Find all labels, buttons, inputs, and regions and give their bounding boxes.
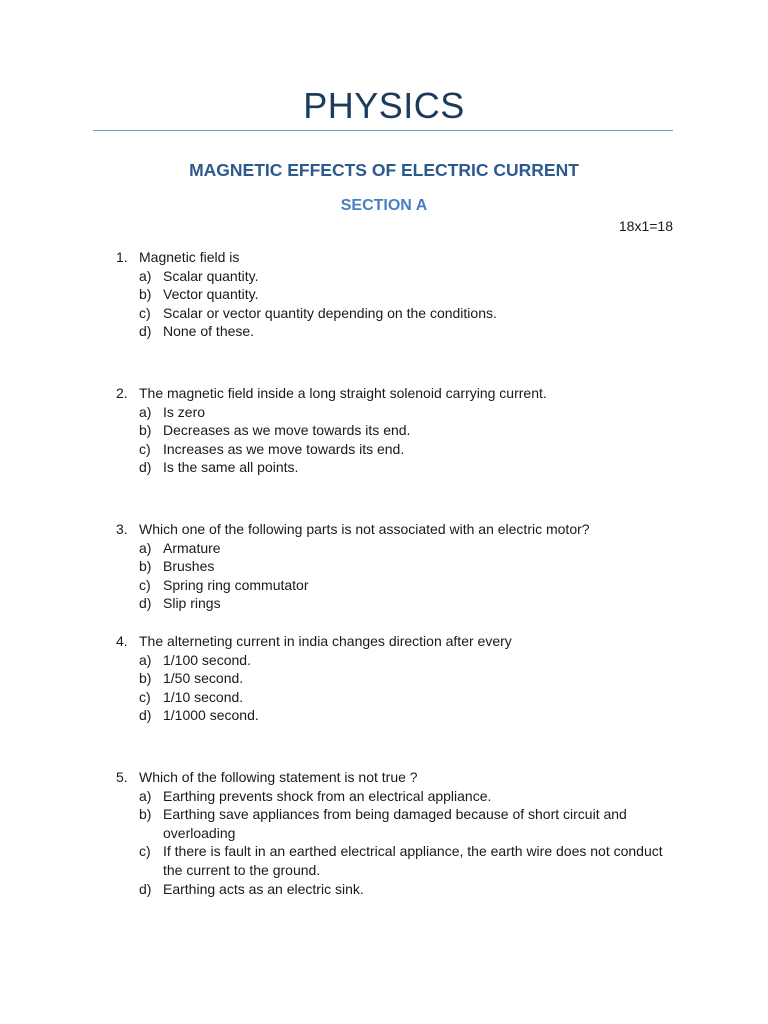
option-letter: c) — [139, 440, 151, 457]
option-letter: d) — [139, 323, 152, 340]
option-text: If there is fault in an earthed electrical appliance, the earth wire does not conduct the current to the ground. — [163, 843, 663, 878]
option-c — [116, 842, 676, 879]
option-letter: b) — [139, 286, 152, 303]
option-text: None of these. — [163, 323, 255, 340]
option-b — [116, 805, 676, 842]
question-2 — [116, 384, 676, 477]
option-letter: c) — [139, 576, 151, 593]
option-text: Spring ring commutator — [163, 576, 309, 593]
question-text: Magnetic field is — [139, 249, 240, 265]
option-a — [116, 651, 676, 670]
question-number: 4. — [116, 633, 128, 649]
option-text: Earthing save appliances from being damaged because of short circuit and overloading — [163, 806, 627, 841]
option-letter: b) — [139, 558, 152, 575]
question-text: The magnetic field inside a long straight solenoid carrying current. — [139, 385, 547, 401]
option-text: 1/50 second. — [163, 670, 244, 687]
option-letter: a) — [139, 539, 152, 556]
option-text: Decreases as we move towards its end. — [163, 422, 411, 439]
option-letter: d) — [139, 707, 152, 724]
option-letter: d) — [139, 459, 152, 476]
option-letter: a) — [139, 403, 152, 420]
option-letter: a) — [139, 651, 152, 668]
option-text: 1/1000 second. — [163, 707, 259, 724]
option-text: Brushes — [163, 558, 215, 575]
option-c — [116, 576, 676, 595]
option-letter: b) — [139, 806, 152, 823]
option-d — [116, 706, 676, 725]
option-letter: c) — [139, 688, 151, 705]
option-text: Earthing prevents shock from an electrical appliance. — [163, 787, 492, 804]
option-letter: c) — [139, 304, 151, 321]
option-text: Is zero — [163, 403, 206, 420]
question-text: The alterneting current in india changes direction after every — [139, 633, 512, 649]
option-letter: c) — [139, 843, 151, 860]
option-text: Is the same all points. — [163, 459, 299, 476]
option-c — [116, 688, 676, 707]
option-text: 1/100 second. — [163, 651, 251, 668]
question-3 — [116, 520, 676, 613]
option-text: Armature — [163, 539, 221, 556]
question-text: Which one of the following parts is not associated with an electric motor? — [139, 521, 590, 537]
option-b — [116, 669, 676, 688]
title-divider — [93, 130, 673, 131]
question-4 — [116, 632, 676, 725]
option-letter: a) — [139, 267, 152, 284]
option-b — [116, 285, 676, 304]
option-text: Vector quantity. — [163, 286, 259, 303]
question-number: 3. — [116, 521, 128, 537]
option-a — [116, 403, 676, 422]
option-text: Slip rings — [163, 595, 221, 612]
option-d — [116, 322, 676, 341]
question-5 — [116, 768, 676, 898]
option-d — [116, 594, 676, 613]
option-c — [116, 304, 676, 323]
option-d — [116, 458, 676, 477]
question-number: 1. — [116, 249, 128, 265]
option-text: Scalar or vector quantity depending on the conditions. — [163, 304, 497, 321]
option-text: 1/10 second. — [163, 688, 244, 705]
option-a — [116, 267, 676, 286]
option-b — [116, 557, 676, 576]
question-text: Which of the following statement is not true ? — [139, 769, 418, 785]
option-text: Scalar quantity. — [163, 267, 259, 284]
option-letter: d) — [139, 595, 152, 612]
question-number: 5. — [116, 769, 128, 785]
option-c — [116, 440, 676, 459]
page-title: PHYSICS — [303, 85, 465, 126]
option-text: Earthing acts as an electric sink. — [163, 880, 364, 897]
option-d — [116, 880, 676, 899]
option-a — [116, 539, 676, 558]
option-a — [116, 787, 676, 806]
option-letter: b) — [139, 422, 152, 439]
option-text: Increases as we move towards its end. — [163, 440, 405, 457]
option-b — [116, 421, 676, 440]
section-heading: SECTION A — [340, 197, 428, 214]
option-letter: b) — [139, 670, 152, 687]
option-letter: a) — [139, 787, 152, 804]
question-number: 2. — [116, 385, 128, 401]
chapter-title: MAGNETIC EFFECTS OF ELECTRIC CURRENT — [189, 160, 579, 180]
marks-scheme: 18x1=18 — [618, 218, 673, 234]
question-1 — [116, 248, 676, 341]
option-letter: d) — [139, 880, 152, 897]
